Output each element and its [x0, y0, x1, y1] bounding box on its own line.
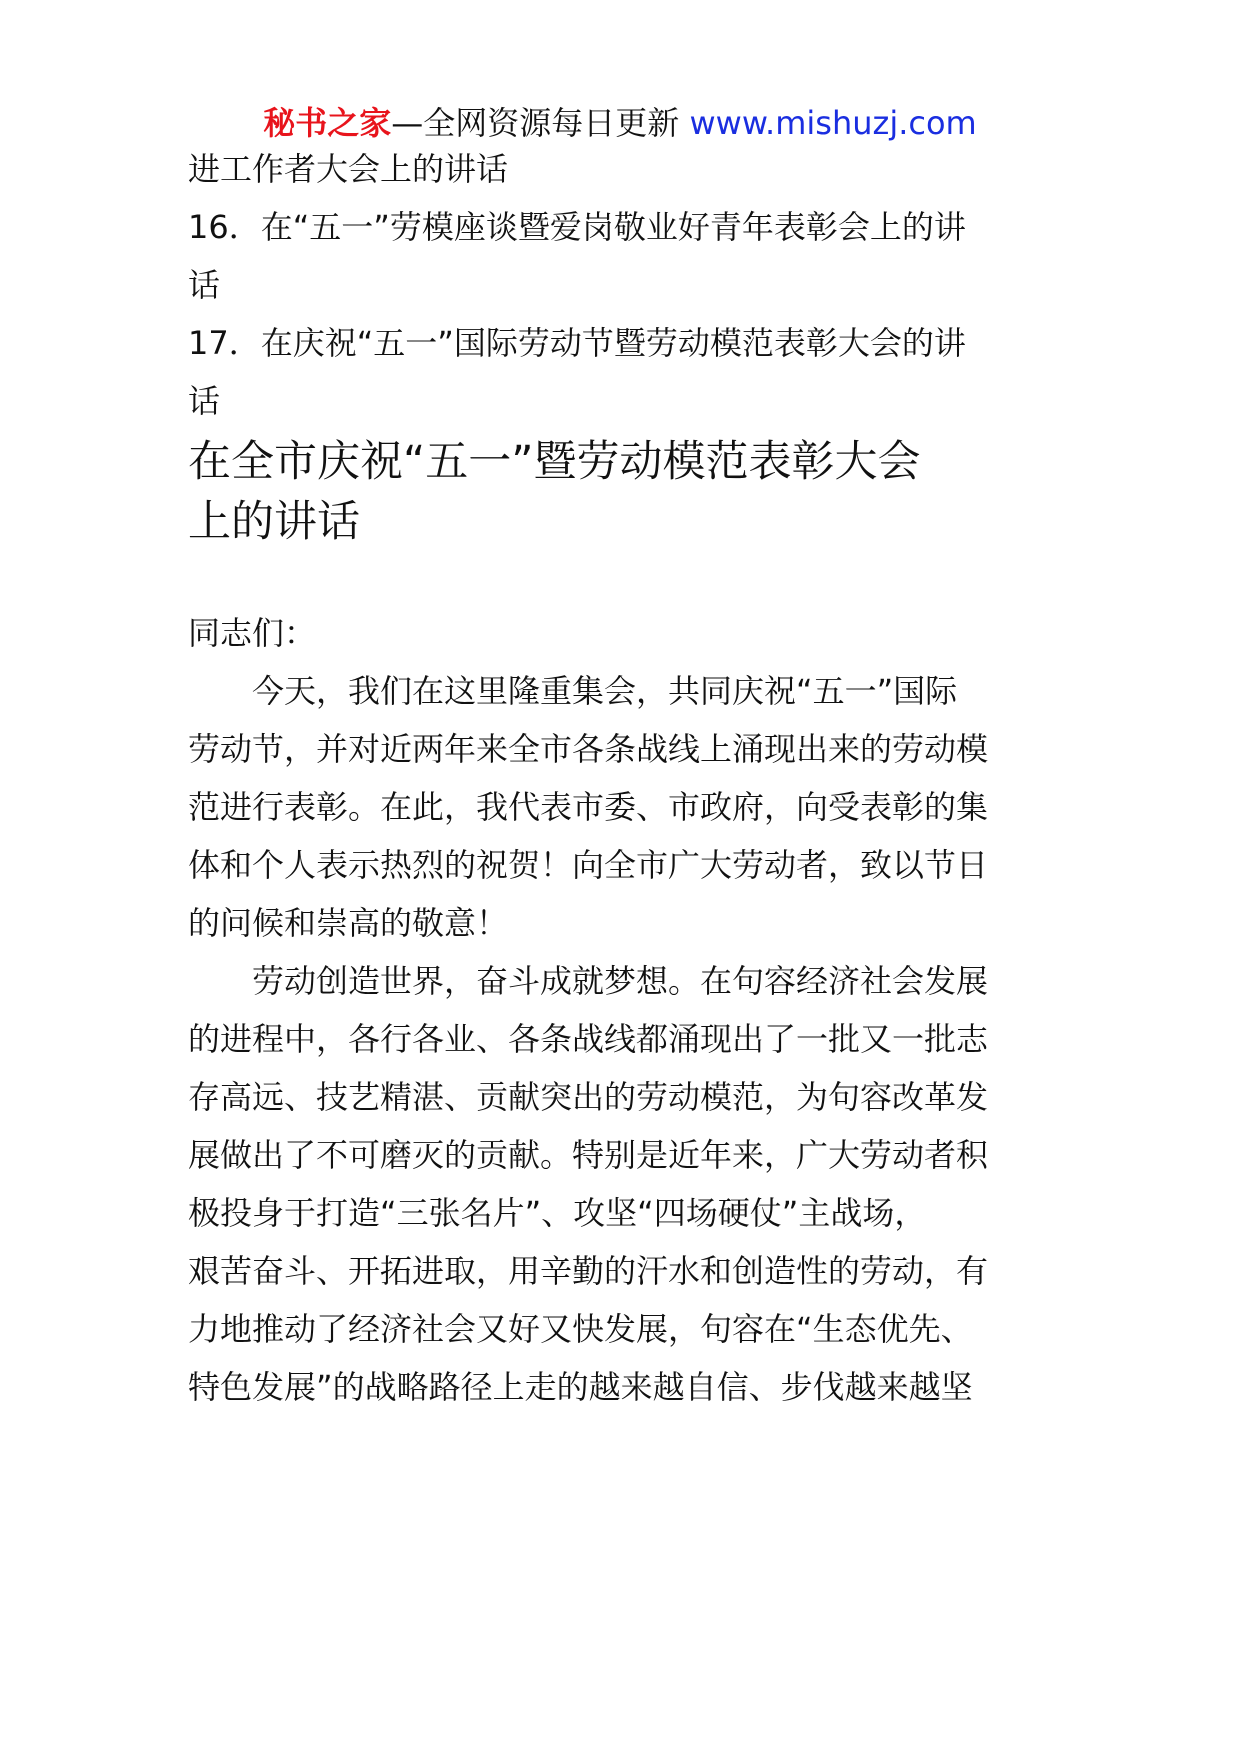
body-line: 范进行表彰。在此，我代表市委、市政府，向受表彰的集: [188, 788, 989, 826]
body-line: 劳动节，并对近两年来全市各条战线上涌现出来的劳动模: [188, 730, 989, 768]
toc-item-16-line2: 话: [188, 266, 221, 304]
body-line: 特色发展”的战略路径上走的越来越自信、步伐越来越坚: [188, 1368, 973, 1406]
speech-title-line1: 在全市庆祝“五一”暨劳动模范表彰大会: [188, 437, 921, 487]
body-line: 的进程中，各行各业、各条战线都涌现出了一批又一批志: [188, 1020, 989, 1058]
body-line: 的问候和崇高的敬意！: [188, 904, 509, 942]
salutation: 同志们：: [188, 614, 317, 652]
toc-item-17-line1: 17．在庆祝“五一”国际劳动节暨劳动模范表彰大会的讲: [188, 324, 966, 362]
site-header: [0, 100, 1240, 146]
body-line: 劳动创造世界，奋斗成就梦想。在句容经济社会发展: [188, 962, 989, 1000]
header-tagline: 全网资源每日更新: [423, 104, 680, 142]
toc-item-17-line2: 话: [188, 382, 221, 420]
body-line: 展做出了不可磨灭的贡献。特别是近年来，广大劳动者积: [188, 1136, 989, 1174]
body-line: 力地推动了经济社会又好又快发展，句容在“生态优先、: [188, 1310, 973, 1348]
body-line: 存高远、技艺精湛、贡献突出的劳动模范，为句容改革发: [188, 1078, 989, 1116]
body-line: 极投身于打造“三张名片”、攻坚“四场硬仗”主战场，: [188, 1194, 927, 1232]
speech-title-line2: 上的讲话: [188, 497, 360, 547]
toc-item-16-line1: 16．在“五一”劳模座谈暨爱岗敬业好青年表彰会上的讲: [188, 208, 966, 246]
body-line: 艰苦奋斗、开拓进取，用辛勤的汗水和创造性的劳动，有: [188, 1252, 989, 1290]
site-url-link[interactable]: www.mishuzj.com: [689, 104, 977, 142]
body-line: 体和个人表示热烈的祝贺！向全市广大劳动者，致以节日: [188, 846, 989, 884]
toc-item-15-tail: 进工作者大会上的讲话: [188, 150, 509, 188]
body-line: 今天，我们在这里隆重集会，共同庆祝“五一”国际: [188, 672, 958, 710]
site-brand: 秘书之家: [263, 104, 392, 142]
header-dash: —: [391, 104, 424, 142]
